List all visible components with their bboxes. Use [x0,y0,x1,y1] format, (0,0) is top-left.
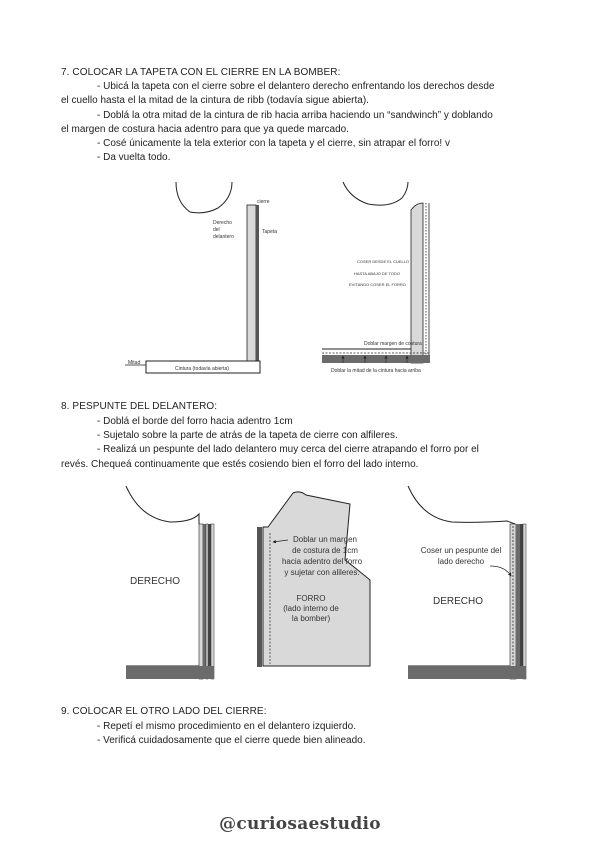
section-7-title: 7. COLOCAR LA TAPETA CON EL CIERRE EN LA BOMBER: [61,67,341,78]
section-9-line-1: - Repetí el mismo procedimiento en el delantero izquierdo. [97,721,357,732]
section-7-line-6: - Da vuelta todo. [97,152,171,163]
section-8-line-2: - Sujetalo sobre la parte de atrás de la tapeta de cierre con alfileres. [97,430,398,441]
fig-7-1 [125,182,277,373]
footer-handle: @curiosaestudio [219,814,381,834]
forro-note-3: hacia adentro del forro [281,557,363,566]
fig-7-2 [322,182,430,374]
forro-label-3: la bomber) [291,614,331,623]
zipper-strip [208,524,211,679]
fig2-note-1: COSER DESDE EL CUELLO [357,259,410,264]
neckline-curve [176,182,232,213]
label-doblar-mitad: Doblar la mitad de la cintura hacia arriba [331,368,421,374]
section-8-line-3: - Realizá un pespunte del lado delantero muy cerca del cierre atrapando el forro por el [97,444,479,455]
label-cierre: cierre [257,199,270,205]
section-7-line-4: el margen de costura hacia adentro para que ya quede marcado. [61,124,349,135]
forro-note-4: y sujetar con alileres. [284,568,360,577]
section-8-line-1: - Doblá el borde del forro hacia adentro 1cm [97,416,293,427]
section-7-line-5: - Cosé únicamente la tela exterior con la tapeta y el cierre, sin atrapar el forro! v [97,138,450,149]
forro-label-2: (lado interno de [283,604,339,613]
fig2-note-3: EVITANDO COSER EL FORRO [349,282,406,287]
fig2-note-2: HASTA ABAJO DE TODO [354,271,401,276]
waistband-folded [322,355,430,363]
label-tapeta: Tapeta [262,229,278,235]
fig-8-3 [408,486,526,679]
coser-note-2: lado derecho [437,557,485,566]
section-7-line-2: el cuello hasta el la mitad de la cintura de ribb (todavía sigue abierta). [61,95,369,106]
fig-8-1 [126,486,214,679]
forro-shape [263,492,370,666]
neckline-curve [126,486,199,524]
label-mitad: Mitad [128,360,141,366]
waistband [126,666,214,679]
forro-label-1: FORRO [296,594,326,603]
neckline-curve [343,182,408,205]
label-cintura: Cintura (todavía abierta) [175,366,229,372]
section-8-title: 8. PESPUNTE DEL DELANTERO: [61,401,218,412]
tapeta-shape [247,205,256,361]
zipper-strip [257,527,262,667]
tapeta-shape [411,203,423,363]
forro-note-1: Doblar un margen [292,535,358,544]
section-7-line-3: - Doblá la otra mitad de la cintura de rib hacia arriba haciendo un “sandwinch” y doblando [97,110,493,121]
section-7-line-1: - Ubicá la tapeta con el cierre sobre el delantero derecho enfrentando los derechos desde [97,81,495,92]
forro-note-2: de costura de 1cm [292,546,358,555]
zipper-strip [520,524,523,679]
label-derecho-2: del [213,227,220,233]
label-derecho-1: Derecho [213,220,232,226]
label-doblar: Doblar margen de costura [364,341,422,347]
waistband [408,666,526,679]
fig-8-2 [257,492,370,667]
label-derecho: DERECHO [130,576,181,587]
label-derecho: DERECHO [433,596,484,607]
label-derecho-3: delantero [213,234,234,240]
section-9-line-2: - Verificá cuidadosamente que el cierre quede bien alineado. [97,735,366,746]
neckline-curve [408,486,515,524]
zipper-strip [256,205,259,361]
section-9-title: 9. COLOCAR EL OTRO LADO DEL CIERRE: [61,706,267,717]
section-8-line-4: revés. Chequeá continuamente que estés cosiendo bien el forro del lado interno. [61,459,419,470]
coser-note-1: Coser un pespunte del [420,546,502,555]
